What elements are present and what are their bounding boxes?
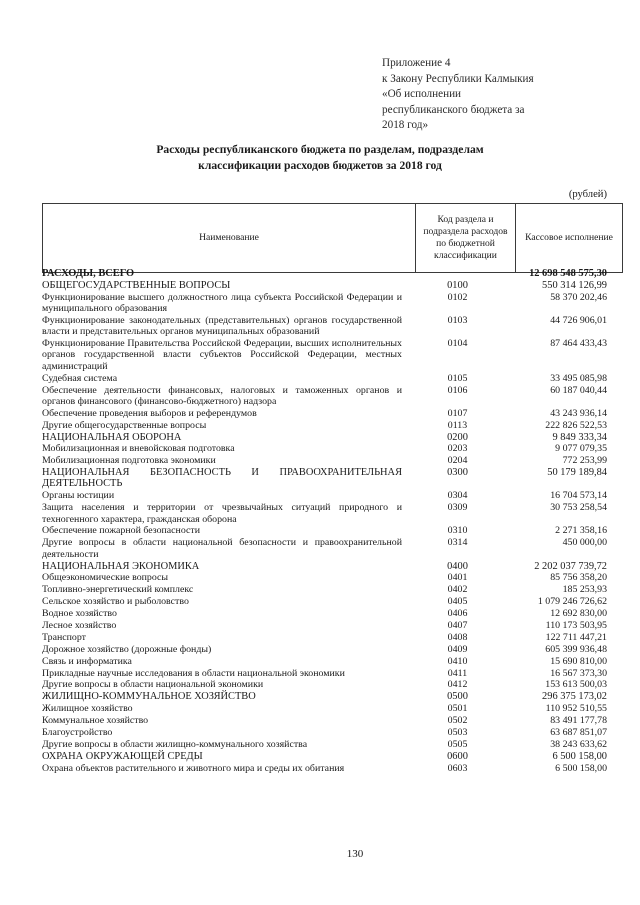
row-cash-execution: 30 753 258,54 (550, 502, 607, 514)
row-name: ЖИЛИЩНО-КОММУНАЛЬНОЕ ХОЗЯЙСТВО (42, 691, 256, 703)
table-header (42, 203, 623, 273)
row-cash-execution: 9 849 333,34 (552, 431, 607, 443)
table-row (42, 679, 608, 691)
table-body (42, 268, 608, 775)
table-row (42, 715, 608, 727)
row-name: Лесное хозяйство (42, 619, 117, 631)
appendix-line-5: 2018 год» (382, 119, 429, 132)
row-cash-execution: 2 202 037 739,72 (534, 560, 607, 572)
row-code: 0310 (447, 525, 468, 537)
row-cash-execution: 222 826 522,53 (545, 419, 607, 431)
row-cash-execution: 110 173 503,95 (545, 619, 607, 631)
row-name: Обеспечение проведения выборов и референдумов (42, 407, 257, 419)
table-header-row (43, 204, 623, 273)
table-row (42, 420, 608, 432)
row-code: 0500 (447, 691, 468, 703)
row-name: НАЦИОНАЛЬНАЯ ОБОРОНА (42, 431, 182, 443)
table-row (42, 656, 608, 668)
row-name: Судебная система (42, 372, 118, 384)
row-name: Обеспечение деятельности финансовых, налоговых и таможенных органов и органов финансового (финансово-бюджетного) надзора (42, 384, 402, 407)
column-header-cash: Кассовое исполнение (516, 204, 623, 273)
row-code: 0405 (447, 596, 468, 608)
row-name: Водное хозяйство (42, 608, 117, 620)
table-row (42, 268, 608, 280)
row-name: НАЦИОНАЛЬНАЯ ЭКОНОМИКА (42, 560, 200, 572)
row-name: Коммунальное хозяйство (42, 715, 149, 727)
row-code: 0401 (447, 572, 468, 584)
table-row (42, 443, 608, 455)
row-code: 0410 (447, 655, 468, 667)
row-name: Связь и информатика (42, 655, 132, 667)
row-cash-execution: 2 271 358,16 (555, 525, 607, 537)
row-name: Другие вопросы в области национальной экономики (42, 679, 264, 691)
row-name: ОХРАНА ОКРУЖАЮЩЕЙ СРЕДЫ (42, 750, 203, 762)
table-row (42, 644, 608, 656)
row-code: 0106 (447, 384, 468, 396)
row-name: Благоустройство (42, 726, 113, 738)
row-cash-execution: 16 704 573,14 (550, 490, 607, 502)
row-name: Прикладные научные исследования в области национальной экономики (42, 667, 345, 679)
row-cash-execution: 12 692 830,00 (550, 608, 607, 620)
row-name: Мобилизационная подготовка экономики (42, 455, 216, 467)
row-code: 0502 (447, 715, 468, 727)
table-row (42, 608, 608, 620)
row-cash-execution: 58 370 202,46 (550, 291, 607, 303)
row-name: Общеэкономические вопросы (42, 572, 169, 584)
row-name: Другие вопросы в области жилищно-коммунального хозяйства (42, 738, 308, 750)
row-cash-execution: 6 500 158,00 (555, 762, 607, 774)
row-code (410, 268, 505, 280)
row-cash-execution: 83 491 177,78 (550, 715, 607, 727)
row-cash-execution: 12 698 548 575,30 (529, 268, 607, 279)
table-row (42, 338, 608, 372)
appendix-line-1: Приложение 4 (382, 57, 451, 69)
row-code: 0102 (447, 291, 468, 303)
row-code: 0100 (447, 279, 468, 291)
row-code: 0505 (447, 738, 468, 750)
table-row (42, 572, 608, 584)
page-title-line-2: классификации расходов бюджетов за 2018 год (198, 159, 442, 172)
row-code: 0408 (447, 631, 468, 643)
row-name: Органы юстиции (42, 490, 115, 502)
row-cash-execution: 15 690 810,00 (550, 655, 607, 667)
row-cash-execution: 87 464 433,43 (550, 338, 607, 350)
row-code: 0200 (447, 431, 468, 443)
table-row (42, 584, 608, 596)
row-cash-execution: 16 567 373,30 (550, 667, 607, 679)
appendix-line-4: республиканского бюджета за (382, 103, 525, 116)
row-code: 0412 (447, 679, 468, 691)
row-cash-execution: 122 711 447,21 (545, 631, 607, 643)
row-cash-execution: 772 253,99 (562, 455, 607, 467)
row-cash-execution: 605 399 936,48 (545, 643, 607, 655)
table-row (42, 632, 608, 644)
row-code: 0203 (447, 443, 468, 455)
row-code: 0406 (447, 608, 468, 620)
row-name: ОБЩЕГОСУДАРСТВЕННЫЕ ВОПРОСЫ (42, 279, 231, 291)
row-code: 0304 (447, 490, 468, 502)
table-row (42, 502, 608, 525)
row-cash-execution: 296 375 173,02 (542, 691, 607, 703)
page-title-line-1: Расходы республиканского бюджета по разделам, подразделам (156, 143, 484, 156)
row-cash-execution: 6 500 158,00 (552, 750, 607, 762)
row-cash-execution: 33 495 085,98 (550, 372, 607, 384)
table-row (42, 292, 608, 315)
row-cash-execution: 110 952 510,55 (545, 703, 607, 715)
row-cash-execution: 38 243 633,62 (550, 738, 607, 750)
row-name: Обеспечение пожарной безопасности (42, 525, 201, 537)
table-row (42, 596, 608, 608)
row-cash-execution: 63 687 851,07 (550, 726, 607, 738)
table-row (42, 751, 608, 763)
row-cash-execution: 450 000,00 (562, 537, 607, 549)
table-row (42, 385, 608, 408)
row-name: РАСХОДЫ, ВСЕГО (42, 268, 135, 279)
row-name: Транспорт (42, 631, 86, 643)
row-name: НАЦИОНАЛЬНАЯ БЕЗОПАСНОСТЬ И ПРАВООХРАНИТЕЛЬНАЯ ДЕЯТЕЛЬНОСТЬ (42, 467, 402, 490)
table-row (42, 537, 608, 560)
row-code: 0104 (447, 338, 468, 350)
row-name: Сельское хозяйство и рыболовство (42, 596, 189, 608)
table-row (42, 763, 608, 775)
table-row (42, 525, 608, 537)
row-code: 0407 (447, 619, 468, 631)
row-code: 0503 (447, 726, 468, 738)
row-code: 0402 (447, 584, 468, 596)
row-name: Охрана объектов растительного и животного мира и среды их обитания (42, 762, 345, 774)
row-code: 0113 (447, 419, 468, 431)
row-code: 0501 (447, 703, 468, 715)
page-number: 130 (346, 848, 364, 860)
table-row (42, 467, 608, 490)
row-code: 0411 (447, 667, 468, 679)
row-name: Топливно-энергетический комплекс (42, 584, 194, 596)
row-code: 0314 (447, 537, 468, 549)
budget-expenditures-table (42, 268, 608, 775)
row-code: 0309 (447, 502, 468, 514)
row-code: 0107 (447, 407, 468, 419)
row-code: 0603 (447, 762, 468, 774)
row-cash-execution: 153 613 500,03 (545, 679, 607, 691)
table-row (42, 668, 608, 680)
appendix-reference (382, 56, 622, 134)
table-row (42, 432, 608, 444)
table-row (42, 703, 608, 715)
row-code: 0204 (447, 455, 468, 467)
column-header-name: Наименование (43, 204, 416, 273)
row-code: 0105 (447, 372, 468, 384)
table-row (42, 691, 608, 703)
page-title (60, 142, 580, 174)
row-cash-execution: 50 179 189,84 (547, 467, 607, 479)
row-cash-execution: 85 756 358,20 (550, 572, 607, 584)
row-name: Функционирование высшего должностного лица субъекта Российской Федерации и муниципального образования (42, 291, 402, 315)
table-row (42, 373, 608, 385)
row-code: 0400 (447, 560, 468, 572)
table-row (42, 561, 608, 573)
table-row (42, 408, 608, 420)
row-name: Мобилизационная и вневойсковая подготовка (42, 443, 235, 455)
row-cash-execution: 1 079 246 726,62 (537, 596, 607, 608)
row-name: Защита населения и территории от чрезвычайных ситуаций природного и техногенного характера, гражданская оборона (42, 502, 402, 525)
row-cash-execution: 60 187 040,44 (550, 384, 607, 396)
row-name: Функционирование законодательных (представительных) органов государственной власти и представительных органов муниципальных образований (42, 314, 402, 338)
table-row (42, 455, 608, 467)
row-code: 0103 (447, 314, 468, 326)
row-cash-execution: 44 726 906,01 (550, 314, 607, 326)
row-name: Дорожное хозяйство (дорожные фонды) (42, 643, 212, 655)
row-name: Другие общегосударственные вопросы (42, 419, 207, 431)
table-row (42, 620, 608, 632)
table-row (42, 280, 608, 292)
row-cash-execution: 185 253,93 (562, 584, 607, 596)
row-cash-execution: 550 314 126,99 (542, 279, 607, 291)
row-cash-execution: 43 243 936,14 (550, 407, 607, 419)
row-name: Другие вопросы в области национальной безопасности и правоохранительной деятельности (42, 537, 402, 560)
appendix-line-2: к Закону Республики Калмыкия (382, 72, 534, 85)
table-row (42, 315, 608, 338)
row-code: 0409 (447, 643, 468, 655)
row-code: 0300 (447, 467, 468, 479)
table-row (42, 727, 608, 739)
column-header-code: Код раздела и подраздела расходов по бюджетной классификации (416, 204, 516, 273)
row-name: Функционирование Правительства Российской Федерации, высших исполнительных органов государственной власти субъектов Российской Федерации, местных администраций (42, 338, 402, 372)
row-cash-execution: 9 077 079,35 (555, 443, 607, 455)
table-row (42, 739, 608, 751)
appendix-line-3: «Об исполнении (382, 88, 462, 101)
table-row (42, 490, 608, 502)
row-name: Жилищное хозяйство (42, 703, 133, 715)
row-code: 0600 (447, 750, 468, 762)
currency-unit-note: (рублей) (568, 189, 607, 200)
